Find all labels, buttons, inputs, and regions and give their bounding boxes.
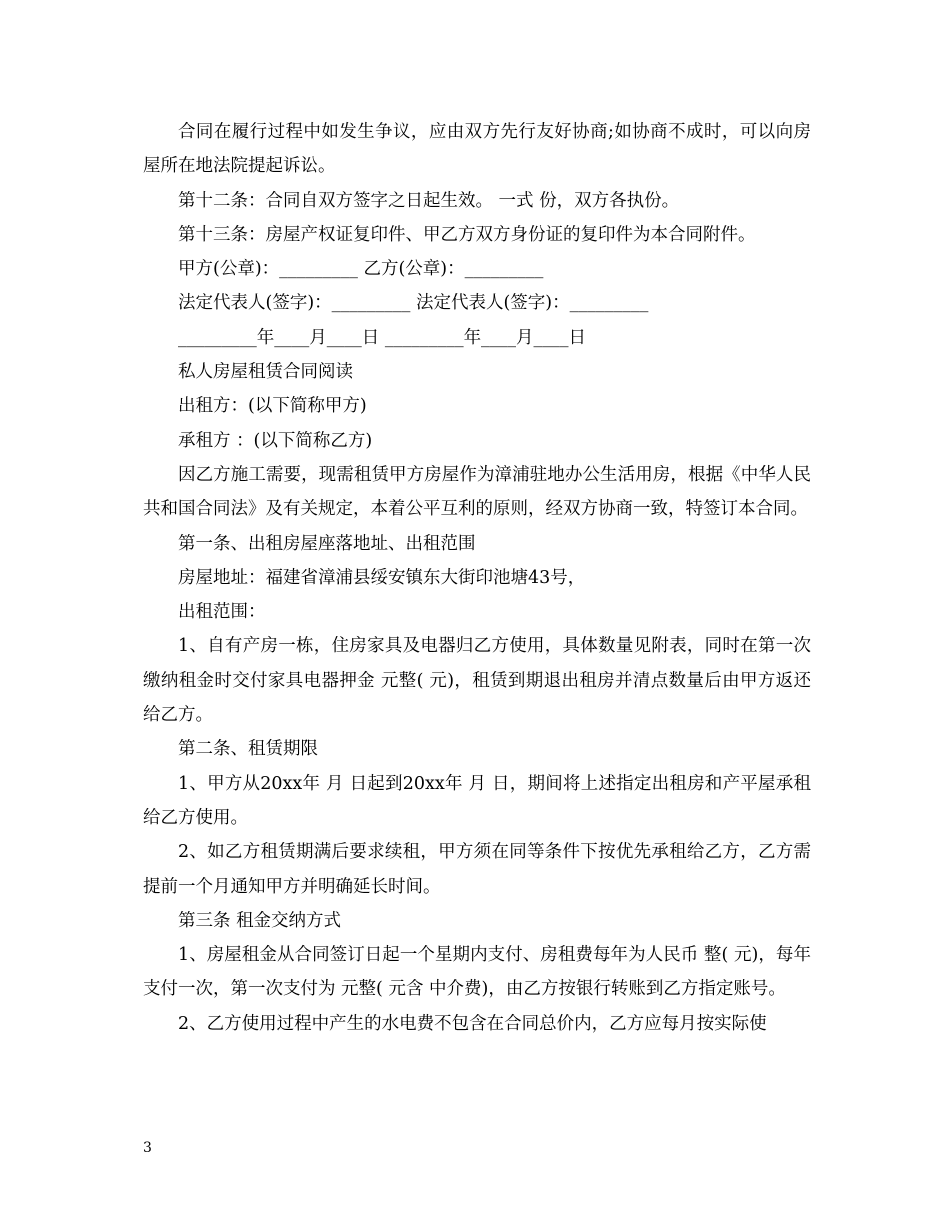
signature-representative-line: 法定代表人(签字)：_________ 法定代表人(签字)：_________	[178, 293, 649, 314]
paragraph-article-2-item-2: 2、如乙方租赁期满后要求续租，甲方须在同等条件下按优先承租给乙方，乙方需提前一个月通知甲方并明确延长时间。	[143, 842, 811, 897]
lessor-line: 出租方：(以下简称甲方)	[178, 396, 367, 417]
signature-seal-line: 甲方(公章)：_________ 乙方(公章)：_________	[178, 259, 544, 280]
heading-article-3: 第三条 租金交纳方式	[178, 910, 342, 931]
paragraph-article-3-item-2: 2、乙方使用过程中产生的水电费不包含在合同总价内，乙方应每月按实际使	[178, 1013, 767, 1034]
lessee-line: 承租方 ：(以下简称乙方)	[178, 430, 373, 451]
property-address: 房屋地址：福建省漳浦县绥安镇东大街印池塘43号，	[178, 567, 586, 588]
section-title: 私人房屋租赁合同阅读	[178, 362, 353, 383]
signature-date-line: _________年____月____日 _________年____月____日	[178, 327, 587, 348]
paragraph-article-2-item-1: 1、甲方从20xx年 月 日起到20xx年 月 日，期间将上述指定出租房和产平屋承租给乙方使用。	[143, 773, 811, 828]
paragraph-article-13: 第十三条：房屋产权证复印件、甲乙方双方身份证的复印件为本合同附件。	[178, 224, 756, 245]
document-body	[143, 115, 811, 1041]
heading-article-2: 第二条、租赁期限	[178, 739, 318, 760]
rental-scope-label: 出租范围：	[178, 602, 266, 623]
paragraph-article-3-item-1: 1、房屋租金从合同签订日起一个星期内支付、房租费每年为人民币 整( 元)，每年支付一次，第一次支付为 元整( 元含 中介费)，由乙方按银行转账到乙方指定账号。	[143, 945, 811, 1000]
paragraph-article-1-item-1: 1、自有产房一栋，住房家具及电器归乙方使用，具体数量见附表，同时在第一次缴纳租金时交付家具电器押金 元整( 元)，租赁到期退出租房并清点数量后由甲方返还给乙方。	[143, 636, 811, 726]
page-number: 3	[143, 1140, 152, 1156]
paragraph-dispute-resolution: 合同在履行过程中如发生争议，应由双方先行友好协商;如协商不成时，可以向房屋所在地法院提起诉讼。	[143, 122, 811, 177]
paragraph-article-12: 第十二条：合同自双方签字之日起生效。 一式 份，双方各执份。	[178, 190, 680, 211]
heading-article-1: 第一条、出租房屋座落地址、出租范围	[178, 533, 476, 554]
paragraph-preamble: 因乙方施工需要，现需租赁甲方房屋作为漳浦驻地办公生活用房，根据《中华人民共和国合同法》及有关规定，本着公平互利的原则，经双方协商一致，特签订本合同。	[143, 464, 811, 520]
